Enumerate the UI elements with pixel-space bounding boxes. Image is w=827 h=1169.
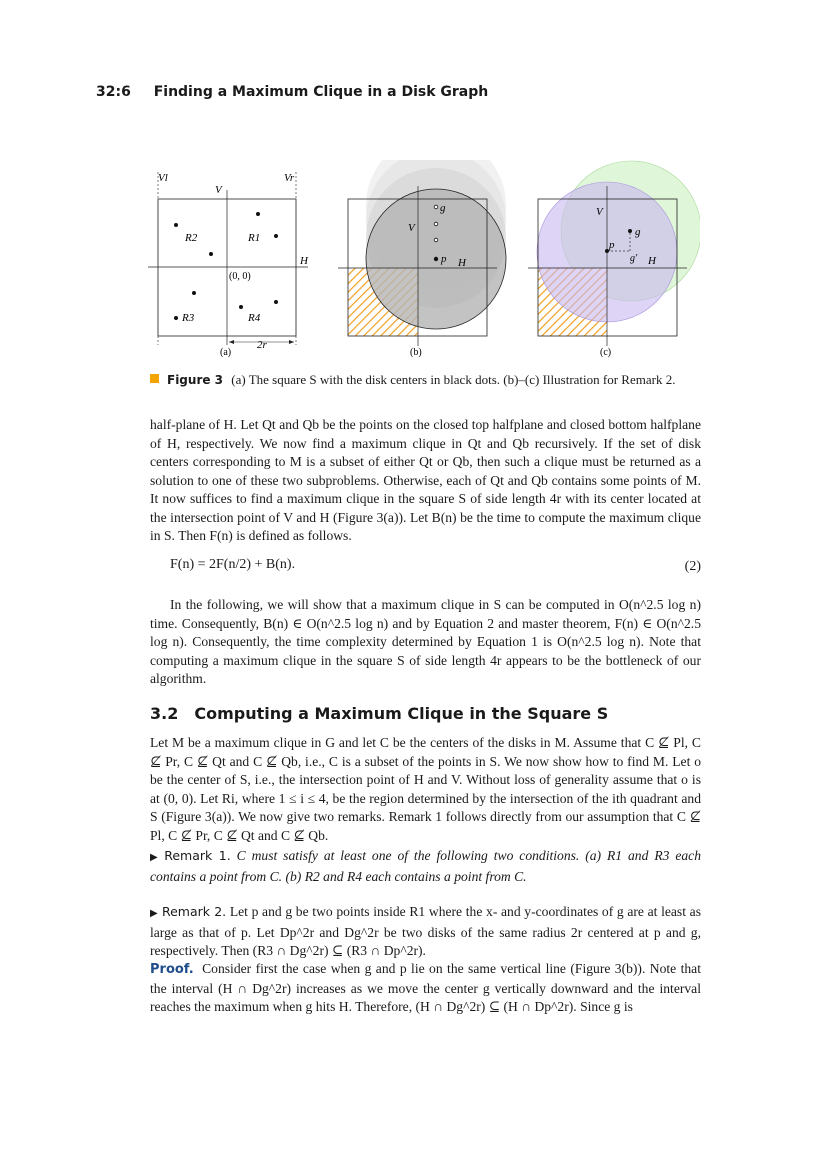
remark-1-text: C must satisfy at least one of the following two conditions. (a) R1 and R3 each contains a point from C. (b) R2 and R4 each contains a point from C. <box>150 848 701 884</box>
remark-2-label: Remark 2. <box>161 904 227 919</box>
label-r1: R1 <box>248 232 261 244</box>
label-v-a: V <box>215 184 222 196</box>
running-title: Finding a Maximum Clique in a Disk Graph <box>153 84 489 100</box>
label-g-c: g <box>635 226 641 238</box>
proof-text: Consider first the case when g and p lie on the same vertical line (Figure 3(b)). Note that the interval (H ∩ Dg^2r) increases as we move the center g vertically downward and the interval reaches the maximum when g hits H. Therefore, (H ∩ Dg^2r) ⊆ (H ∩ Dp^2r). Since g is <box>150 961 701 1014</box>
label-h-c: H <box>648 255 656 267</box>
caption-text: (a) The square S with the disk centers in black dots. (b)–(c) Illustration for Remark 2. <box>231 372 676 387</box>
paragraph-2 <box>150 596 701 689</box>
equation-2 <box>170 557 701 573</box>
sublabel-a: (a) <box>220 347 232 358</box>
label-r3: R3 <box>182 312 195 324</box>
label-r2: R2 <box>185 232 198 244</box>
caption-label: Figure 3 <box>167 373 224 387</box>
paragraph-3 <box>150 734 701 845</box>
proof <box>150 960 701 1017</box>
section-title: Computing a Maximum Clique in the Square S <box>194 704 609 723</box>
paragraph-2-text: In the following, we will show that a maximum clique in S can be computed in O(n^2.5 log n) time. Consequently, B(n) ∈ O(n^2.5 log n) and by Equation 2 and master theorem, F(n) ∈ O(n^2.5 log n). Consequently, the time complexity determined by Equation 1 is O(n^2.5 log n). Note that computing a maximum clique in the square S of side length 4r appears to be the bottleneck of our algorithm. <box>150 597 701 686</box>
label-origin: (0, 0) <box>229 271 251 282</box>
remark-triangle-icon: ▶ <box>150 852 161 863</box>
sublabel-b: (b) <box>410 347 422 358</box>
label-vl: Vl <box>158 172 168 184</box>
label-h-b: H <box>458 257 466 269</box>
label-2r: 2r <box>257 339 267 351</box>
figure-panel-b <box>338 160 506 358</box>
label-v-c: V <box>596 206 603 218</box>
figure-panel-c <box>528 161 700 358</box>
remark-1 <box>150 847 701 886</box>
label-v-b: V <box>408 222 415 234</box>
remark-1-label: Remark 1. <box>164 848 231 863</box>
remark-2 <box>150 903 701 961</box>
label-r4: R4 <box>248 312 261 324</box>
figure-3 <box>140 160 700 365</box>
label-vr: Vr <box>284 172 295 184</box>
remark-2-text: Let p and g be two points inside R1 where the x- and y-coordinates of g are at least as large as that of p. Let Dp^2r and Dg^2r be two disks of the same radius 2r centered at p and g, respectively. Then (R3 ∩ Dg^2r) ⊆ (R3 ∩ Dp^2r). <box>150 904 701 958</box>
equation-number: (2) <box>684 559 701 574</box>
paragraph-1-text: half-plane of H. Let Qt and Qb be the points on the closed top halfplane and closed bottom halfplane of H, respectively. We now find a maximum clique in Qt and Qb recursively. If the set of disk centers corresponding to M is a subset of either Qt or Qb, then such a clique must be returned as a solution to one of these two subproblems. Otherwise, each of Qt and Qb contains some points of M. It now suffices to find a maximum clique in the square S of side length 4r with its center located at the intersection point of V and H (Figure 3(a)). Let B(n) be the time to compute the maximum clique in S. Then F(n) is defined as follows. <box>150 417 701 543</box>
caption-marker-icon <box>150 374 159 383</box>
figure-caption <box>150 372 675 388</box>
running-header <box>96 84 488 100</box>
label-g-prime: g′ <box>630 253 638 264</box>
section-heading <box>150 704 608 723</box>
label-h-a: H <box>300 255 308 267</box>
paragraph-3-text: Let M be a maximum clique in G and let C be the centers of the disks in M. Assume that C ⊈ Pl, C ⊈ Pr, C ⊈ Qt and C ⊈ Qb, i.e., C is a subset of the points in S. We now show how to find M. Let o be the center of S, i.e., the intersection point of H and V. Without loss of generality assume that o is at (0, 0). Let Ri, where 1 ≤ i ≤ 4, be the region determined by the intersection of the ith quadrant and S (Figure 3(a)). We now give two remarks. Remark 1 follows directly from our assumption that C ⊈ Pl, C ⊈ Pr, C ⊈ Qt and C ⊈ Qb. <box>150 735 701 843</box>
sublabel-c: (c) <box>600 347 612 358</box>
label-g-b: g <box>440 202 446 214</box>
equation-text: F(n) = 2F(n/2) + B(n). <box>170 557 296 572</box>
label-p-c: p <box>609 239 615 251</box>
page-number: 32:6 <box>96 84 131 100</box>
remark-triangle-icon: ▶ <box>150 908 158 919</box>
paragraph-1 <box>150 416 701 546</box>
proof-label: Proof. <box>150 962 194 977</box>
section-number: 3.2 <box>150 704 179 723</box>
figure-panel-a <box>148 172 309 358</box>
label-p-b: p <box>441 253 447 265</box>
